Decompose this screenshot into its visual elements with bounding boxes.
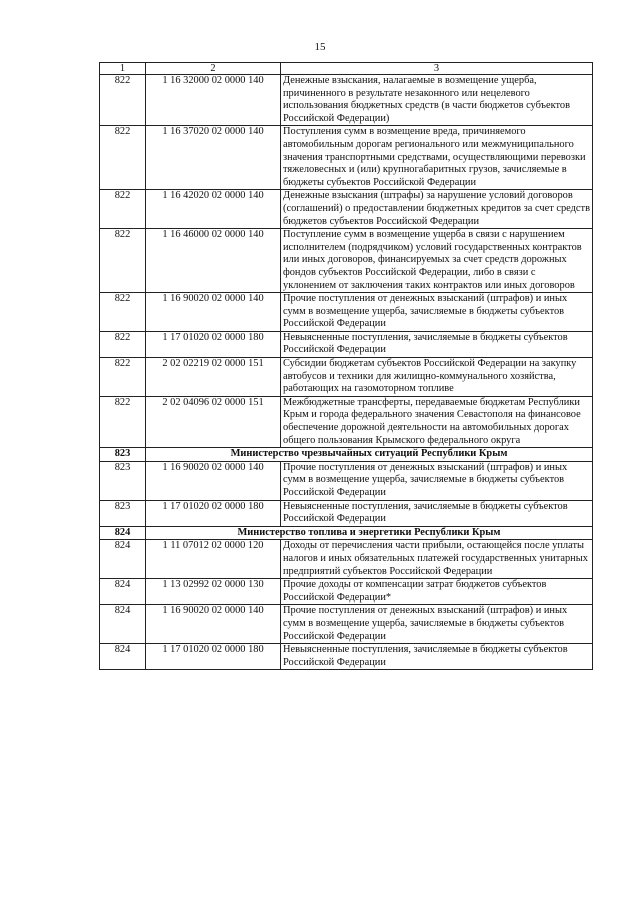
revenue-code-cell: 1 16 46000 02 0000 140: [146, 229, 281, 293]
description-cell: Прочие поступления от денежных взысканий (штрафов) и иных сумм в возмещение ущерба, зачисляемые в бюджеты субъектов Российской Федерации: [281, 461, 593, 500]
revenue-code-cell: 1 16 90020 02 0000 140: [146, 605, 281, 644]
revenue-code-cell: 1 17 01020 02 0000 180: [146, 644, 281, 670]
table-row: [100, 500, 593, 526]
description-cell: Денежные взыскания, налагаемые в возмещение ущерба, причиненного в результате незаконного или нецелевого использования бюджетных средств (в части бюджетов субъектов Российской Федерации): [281, 75, 593, 126]
table-row: [100, 358, 593, 397]
table-row: [100, 605, 593, 644]
admin-code-cell: 822: [100, 331, 146, 357]
admin-code-cell: 822: [100, 75, 146, 126]
table-row: [100, 190, 593, 229]
revenue-code-cell: 1 16 37020 02 0000 140: [146, 126, 281, 190]
admin-code-cell: 822: [100, 229, 146, 293]
revenue-code-cell: 1 17 01020 02 0000 180: [146, 331, 281, 357]
column-header-1: 1: [100, 63, 146, 75]
table-row: [100, 540, 593, 579]
table-header-row: [100, 63, 593, 75]
section-row: [100, 526, 593, 540]
revenue-table: [99, 62, 593, 670]
description-cell: Поступления сумм в возмещение вреда, причиняемого автомобильным дорогам регионального или межмуниципального значения транспортными средствами, осуществляющими перевозки тяжеловесных и (или) крупногабаритных грузов, зачисляемые в бюджеты субъектов Российской Федерации: [281, 126, 593, 190]
description-cell: Денежные взыскания (штрафы) за нарушение условий договоров (соглашений) о предоставлении бюджетных кредитов за счет средств бюджетов субъектов Российской Федерации: [281, 190, 593, 229]
table-row: [100, 644, 593, 670]
table-row: [100, 461, 593, 500]
table-row: [100, 331, 593, 357]
table-body: [100, 75, 593, 670]
description-cell: Межбюджетные трансферты, передаваемые бюджетам Республики Крым и города федерального значения Севастополя на финансовое обеспечение дорожной деятельности на автомобильных дорогах общего пользования Крымского федерального округа: [281, 396, 593, 447]
admin-code-cell: 822: [100, 396, 146, 447]
section-name: Министерство топлива и энергетики Республики Крым: [146, 526, 593, 540]
revenue-code-cell: 2 02 04096 02 0000 151: [146, 396, 281, 447]
admin-code-cell: 824: [100, 540, 146, 579]
description-cell: Доходы от перечисления части прибыли, остающейся после уплаты налогов и иных обязательных платежей государственных унитарных предприятий субъектов Российской Федерации: [281, 540, 593, 579]
revenue-code-cell: 2 02 02219 02 0000 151: [146, 358, 281, 397]
page-number: 15: [314, 41, 326, 53]
column-header-3: 3: [281, 63, 593, 75]
section-code: 823: [100, 448, 146, 462]
description-cell: Прочие доходы от компенсации затрат бюджетов субъектов Российской Федерации*: [281, 579, 593, 605]
admin-code-cell: 824: [100, 579, 146, 605]
description-cell: Субсидии бюджетам субъектов Российской Федерации на закупку автобусов и техники для жилищно-коммунального хозяйства, работающих на газомоторном топливе: [281, 358, 593, 397]
admin-code-cell: 824: [100, 605, 146, 644]
table-row: [100, 75, 593, 126]
revenue-code-cell: 1 13 02992 02 0000 130: [146, 579, 281, 605]
admin-code-cell: 822: [100, 126, 146, 190]
section-name: Министерство чрезвычайных ситуаций Республики Крым: [146, 448, 593, 462]
admin-code-cell: 823: [100, 500, 146, 526]
table-row: [100, 396, 593, 447]
admin-code-cell: 824: [100, 644, 146, 670]
revenue-code-cell: 1 16 90020 02 0000 140: [146, 293, 281, 332]
admin-code-cell: 822: [100, 358, 146, 397]
description-cell: Поступление сумм в возмещение ущерба в связи с нарушением исполнителем (подрядчиком) условий государственных контрактов или иных договоров, финансируемых за счет средств дорожных фондов субъектов Российской Федерации, либо в связи с уклонением от заключения таких контрактов или иных договоров: [281, 229, 593, 293]
revenue-code-cell: 1 17 01020 02 0000 180: [146, 500, 281, 526]
admin-code-cell: 822: [100, 190, 146, 229]
revenue-code-cell: 1 16 42020 02 0000 140: [146, 190, 281, 229]
description-cell: Невыясненные поступления, зачисляемые в бюджеты субъектов Российской Федерации: [281, 500, 593, 526]
admin-code-cell: 822: [100, 293, 146, 332]
table-row: [100, 293, 593, 332]
revenue-code-cell: 1 16 32000 02 0000 140: [146, 75, 281, 126]
revenue-code-cell: 1 11 07012 02 0000 120: [146, 540, 281, 579]
description-cell: Невыясненные поступления, зачисляемые в бюджеты субъектов Российской Федерации: [281, 644, 593, 670]
description-cell: Прочие поступления от денежных взысканий (штрафов) и иных сумм в возмещение ущерба, зачисляемые в бюджеты субъектов Российской Федерации: [281, 605, 593, 644]
table-row: [100, 579, 593, 605]
description-cell: Прочие поступления от денежных взысканий (штрафов) и иных сумм в возмещение ущерба, зачисляемые в бюджеты субъектов Российской Федерации: [281, 293, 593, 332]
admin-code-cell: 823: [100, 461, 146, 500]
section-row: [100, 448, 593, 462]
description-cell: Невыясненные поступления, зачисляемые в бюджеты субъектов Российской Федерации: [281, 331, 593, 357]
section-code: 824: [100, 526, 146, 540]
table-row: [100, 126, 593, 190]
revenue-code-cell: 1 16 90020 02 0000 140: [146, 461, 281, 500]
table-row: [100, 229, 593, 293]
column-header-2: 2: [146, 63, 281, 75]
